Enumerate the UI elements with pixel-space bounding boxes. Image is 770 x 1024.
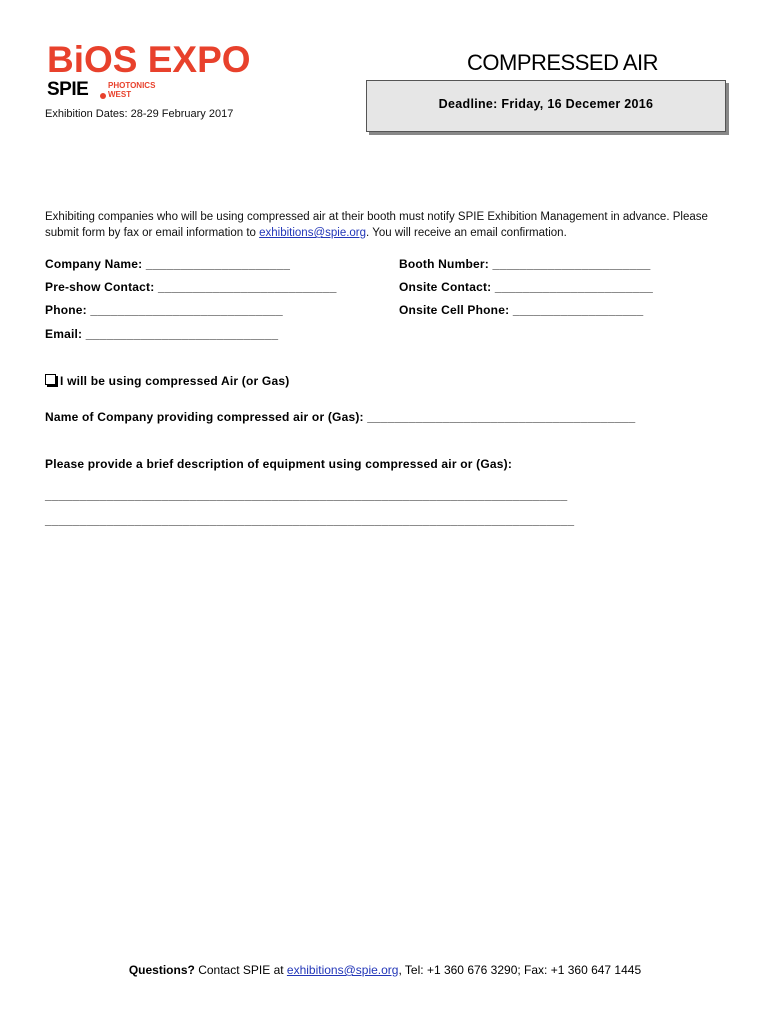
onsite-contact-field[interactable]: Onsite Contact: _______________________ xyxy=(399,280,653,294)
email-field[interactable]: Email: ____________________________ xyxy=(45,327,279,341)
phone-field[interactable]: Phone: ____________________________ xyxy=(45,303,283,317)
footer-phone-fax: , Tel: +1 360 676 3290; Fax: +1 360 647 1445 xyxy=(398,963,642,977)
deadline-box xyxy=(366,80,726,132)
bios-expo-logo: BiOS EXPO xyxy=(47,39,251,80)
spie-logo: SPIE xyxy=(47,79,89,100)
footer-email-link[interactable]: exhibitions@spie.org xyxy=(286,963,399,977)
footer-contact xyxy=(0,963,770,977)
exhibition-dates: Exhibition Dates: 28-29 February 2017 xyxy=(45,108,234,120)
photonics-west-line2: WEST xyxy=(108,90,132,99)
page-title: COMPRESSED AIR xyxy=(467,50,659,75)
compressed-air-checkbox[interactable] xyxy=(45,374,56,385)
footer-contact-text: Contact SPIE at xyxy=(194,963,287,977)
deadline-text: Deadline: Friday, 16 Decemer 2016 xyxy=(438,97,654,111)
company-name-field[interactable]: Company Name: _____________________ xyxy=(45,257,291,271)
provider-company-field[interactable]: Name of Company providing compressed air or (Gas): _______________________________________ xyxy=(45,410,636,424)
intro-paragraph xyxy=(45,209,735,241)
description-prompt: Please provide a brief description of equipment using compressed air or (Gas): xyxy=(45,457,513,471)
footer-questions: Questions? xyxy=(128,963,195,977)
preshow-contact-field[interactable]: Pre-show Contact: __________________________ xyxy=(45,280,337,294)
description-line-2[interactable]: _____________________________________________________________________________ xyxy=(45,513,575,527)
onsite-cell-phone-field[interactable]: Onsite Cell Phone: ___________________ xyxy=(399,303,644,317)
compressed-air-checkbox-label: I will be using compressed Air (or Gas) xyxy=(60,374,290,388)
intro-text: Exhibiting companies who will be using compressed air at their booth must notify SPIE Exhibition Management in advance. Please submit form by fax or email information to xyxy=(45,211,708,239)
photonics-west-line1: PHOTONICS xyxy=(108,81,156,90)
spie-logo-dot xyxy=(100,93,106,99)
intro-email-link[interactable]: exhibitions@spie.org xyxy=(259,227,367,239)
booth-number-field[interactable]: Booth Number: _______________________ xyxy=(399,257,651,271)
photonics-west-logo xyxy=(108,81,155,99)
description-line-1[interactable]: ____________________________________________________________________________ xyxy=(45,488,568,502)
intro-text-end: . You will receive an email confirmation. xyxy=(366,227,567,239)
